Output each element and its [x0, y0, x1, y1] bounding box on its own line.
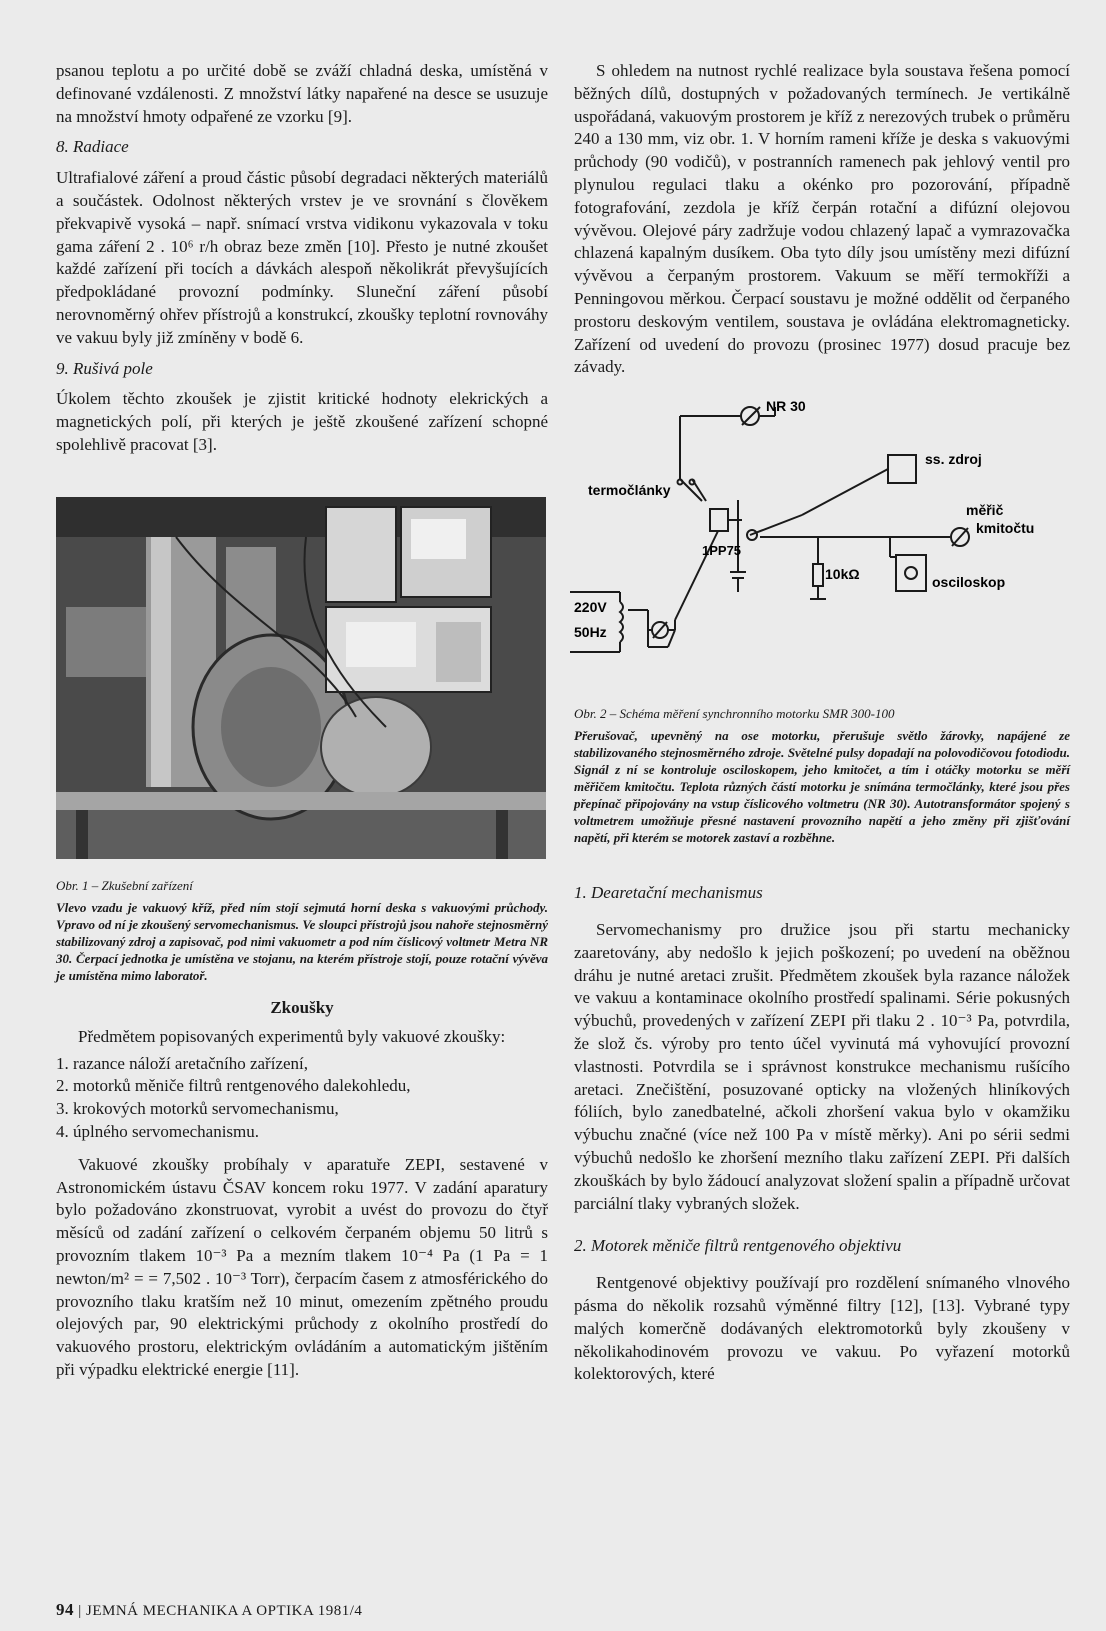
- journal-name: JEMNÁ MECHANIKA A OPTIKA 1981/4: [86, 1603, 363, 1619]
- paragraph: Servomechanismy pro družice jsou při startu mechanicky zaaretovány, aby nedošlo k jejich poškození; po uvedení na oběžnou dráhu je nutné aretaci zrušit. Předmětem zkoušek byla razance náložek ve vakuu a kontaminace okolního prostředí spalinami. Série pokusných výbuchů, provedených v zařízení ZEPI při tlaku 2 . 10⁻³ Pa, potvrdila, že slož čs. výroby pro tento účel vyvinutá má vyhovující provozní vlastnosti. Potvrdila se i správnost konstrukce mechanismu rušícího aretaci. Znečištění, posuzované opticky na vložených hliníkových fóliích, bylo zanedbatelné, ačkoli zhoršení vakua bylo v okamžiku výbuchu značné (více než 100 Pa v místě měrky). Ani po sérii sedmi výbuchů nedošlo ke zhoršení mezního tlaku zařízení ZEPI. Při dalších zkouškách by bylo žádoucí analyzovat složení spalin a případně určovat parciální tlaky vybraných složek.: [574, 919, 1070, 1213]
- label-10k: 10kΩ: [825, 566, 860, 583]
- experiment-list: [56, 1053, 548, 1144]
- paragraph: S ohledem na nutnost rychlé realizace byla soustava řešena pomocí běžných dílů, dostupných v požadovaných termínech. Je vertikálně uspořádaná, vakuovým prostorem je kříž z nerezových trubek o průměru 240 a 130 mm, viz obr. 1. V horním rameni kříže je deska s vakuovými průchody (90 vodičů), v postranních ramenech pak jehlový ventil pro plynulou regulaci tlaku a okénko pro pozorování, případně fotografování, zezdola je kříž čerpán rotační a difúzní olejovou vývěvou. Olejové páry zadržuje vodou chlazený lapač a vymrazovačka chlazená kapalným dusíkem. Oba tyto díly jsou umístěny mezi difúzní vývěvou a čerpaným prostorem. Vakuum se měří termokříži a Penningovou měrkou. Čerpací soustavu je možné oddělit od čerpaného prostoru deskovým ventilem, soustava je ovládána elektromagneticky. Zařízení od uvedení do provozu (prosinec 1977) dosud pracuje bez závady.: [574, 61, 1070, 377]
- label-50hz: 50Hz: [574, 624, 607, 641]
- right-column: [574, 60, 1070, 1386]
- list-item: 3. krokových motorků servomechanismu,: [56, 1099, 339, 1119]
- label-osciloskop: osciloskop: [932, 574, 1006, 591]
- label-termoclanky: termočlánky: [588, 482, 671, 499]
- label-kmitoctu: kmitočtu: [976, 520, 1035, 537]
- paragraph: Ultrafialové záření a proud částic působí degradaci některých materiálů a součástek. Odolnost některých vrstev je ve srovnání s člověkem překvapivě vysoká – např. snímací vrstva vidikonu vykazovala v toku gama záření 2 . 10⁶ r/h obraz beze změn [10]. Přesto je nutné zkoušet každé zařízení při tocích a dávkách alespoň několikrát převyšujících předpokládané provozní podmínky. Sluneční záření působí nerovnoměrný ohřev přístrojů a konstrukcí, zkoušky teplotní rovnováhy ve vakuu byly již zmíněny v bodě 6.: [56, 168, 548, 347]
- paragraph: psanou teplotu a po určité době se zváží chladná deska, umístěná v definované vzdálenosti. Z množství látky napařené na desce se usuzuje na množství hmoty odpařené ze vzorku [9].: [56, 61, 548, 126]
- section-heading-dearetacni: 1. Dearetační mechanismus: [574, 883, 763, 903]
- list-item: 4. úplného servomechanismu.: [56, 1121, 260, 1141]
- section-heading-radiace: 8. Radiace: [56, 137, 129, 157]
- figure-2-caption: Přerušovač, upevněný na ose motorku, přerušuje světlo žárovky, napájené ze stabilizovaného stejnosměrného zdroje. Světelné pulsy dopadají na polovodičovou fotodiodu. Signál z ní se kontroluje osciloskopem, jeho kmitočet, a tím i otáčky motorku se měří měřičem kmitočtu. Teplota různých částí motorku je snímána termočlánky, které jsou přes přepínač připojovány na vstup číslicového voltmetru (NR 30). Autotransformátor spojený s voltmetrem umožňuje přesné nastavení provozního napětí a jeho změny při zjišťování napětí, při kterém se motorek zastaví a rozběhne.: [574, 728, 1070, 846]
- label-meric: měřič: [966, 502, 1004, 519]
- page-footer: [56, 1600, 362, 1620]
- label-nr30: NR 30: [766, 398, 806, 415]
- section-heading-rusiva-pole: 9. Rušivá pole: [56, 358, 153, 378]
- list-item: 1. razance náloží aretačního zařízení,: [56, 1053, 309, 1073]
- figure-2-title: Obr. 2 – Schéma měření synchronního motorku SMR 300-100: [574, 706, 895, 722]
- figure-1-title: Obr. 1 – Zkušební zařízení: [56, 877, 193, 893]
- label-ipp75: 1PP75: [702, 543, 742, 559]
- paragraph: Vakuové zkoušky probíhaly v aparatuře ZEPI, sestavené v Astronomickém ústavu ČSAV koncem roku 1977. V zadání aparatury bylo požadováno zkonstruovat, vyrobit a uvést do provozu do čtyř měsíců od zadání zařízení o celkovém čerpaném objemu 50 litrů s provozním tlakem 10⁻³ Pa a mezním tlakem 10⁻⁴ Pa (1 Pa = 1 newton/m² = = 7,502 . 10⁻³ Torr), čerpacím časem z atmosférického do provozního tlaku kratším než 10 minut, omezením zpětného proudu olejových par, 90 elektrickými průchody z okolního prostředí do vakuového prostoru, elektrickým ovládáním a automatickým jištěním při výpadku elektrické energie [11].: [56, 1154, 548, 1379]
- figure-1-caption: Vlevo vzadu je vakuový kříž, před ním stojí sejmutá horní deska s vakuovými průchody. Vpravo od ní je zkoušený servomechanismus. Ve sloupci přístrojů jsou nahoře stejnosměrný stabilizovaný zdroj a zapisovač, pod nimi vakuometr a pod ním číslicový voltmetr Metra NR 30. Čerpací jednotka je umístěna ve stojanu, na kterém přístroje stojí, pouze rotační vývěva je umístěna mimo laboratoř.: [56, 899, 548, 983]
- list-item: 2. motorků měniče filtrů rentgenového dalekohledu,: [56, 1076, 411, 1096]
- paragraph: Předmětem popisovaných experimentů byly vakuové zkoušky:: [78, 1026, 506, 1046]
- section-heading-zkousky: Zkoušky: [270, 997, 334, 1017]
- section-heading-motorek: 2. Motorek měniče filtrů rentgenového objektivu: [574, 1236, 902, 1256]
- page-number: 94: [56, 1600, 74, 1619]
- figure-2-schematic: [570, 397, 1070, 697]
- left-column: [56, 60, 548, 1382]
- paragraph: Rentgenové objektivy používají pro rozdělení snímaného vlnového pásma do několik rozsahů výměnné filtry [12], [13]. Vybrané typy malých komerčně dodávaných elektromotorků byly zkoušeny v několikahodinovém provozu ve vakuu. Po vyřazení motorků kolektorových, které: [574, 1273, 1070, 1384]
- paragraph: Úkolem těchto zkoušek je zjistit kritické hodnoty elekrických a magnetických polí, při kterých je ještě zkoušené zařízení schopné spolehlivě pracovat [3].: [56, 389, 548, 454]
- label-ss-zdroj: ss. zdroj: [925, 451, 982, 468]
- footer-divider: |: [78, 1603, 87, 1619]
- figure-1-photo: [56, 497, 546, 859]
- label-220v: 220V: [574, 599, 607, 616]
